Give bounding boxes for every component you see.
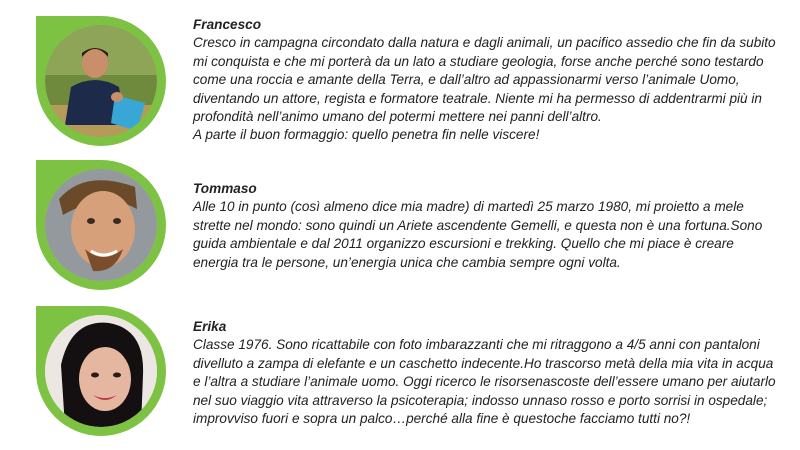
profile-bio xyxy=(193,318,778,428)
avatar-frame xyxy=(36,16,166,146)
profile-name: Tommaso xyxy=(193,181,257,196)
profile-bio xyxy=(193,16,778,145)
profile-name: Erika xyxy=(193,319,227,334)
profile-bio xyxy=(193,180,778,272)
profile-name: Francesco xyxy=(193,17,262,32)
avatar xyxy=(45,25,157,137)
avatar xyxy=(45,315,157,427)
profile-text: Classe 1976. Sono ricattabile con foto imbarazzanti che mi ritraggono a 4/5 anni con pantaloni divelluto a zampa di elefante e un caschetto indecente.Ho trascorso metà della mia vita in acqua e l’altra a studiare l’animale uomo. Oggi ricerco le risorsenascoste dell’essere umano per aiutarlo nel suo viaggio vita attraverso la psicoterapia; indosso unnaso rosso e porto sorrisi in ospedale; improvviso fuori e sopra un palco…perché alla fine è questoche facciamo tutti no?! xyxy=(193,337,776,427)
avatar xyxy=(45,169,157,281)
profile-text: Cresco in campagna circondato dalla natura e dagli animali, un pacifico assedio che fin da subito mi conquista e che mi porterà da un lato a studiare geologia, forse anche perché sono testardo come una roccia e amante della Terra, e dall’altro ad appassionarmi verso l’animale Uomo, diventando un attore, regista e formatore teatrale. Niente mi ha permesso di addentrarmi più in profondità nell’animo umano del potermi mettere nei panni dell’altro. A parte il buon formaggio: quello penetra fin nelle viscere! xyxy=(193,35,776,143)
avatar-frame xyxy=(36,306,166,436)
profile-text: Alle 10 in punto (così almeno dice mia madre) di martedì 25 marzo 1980, mi proietto a mele strette nel mondo: sono quindi un Ariete ascendente Gemelli, e questa non è una fortuna.Sono guida ambientale e dal 2011 organizzo escursioni e trekking. Quello che mi piace è creare energia tra le persone, un’energia unica che cambia sempre ogni volta. xyxy=(193,199,763,270)
avatar-frame xyxy=(36,160,166,290)
